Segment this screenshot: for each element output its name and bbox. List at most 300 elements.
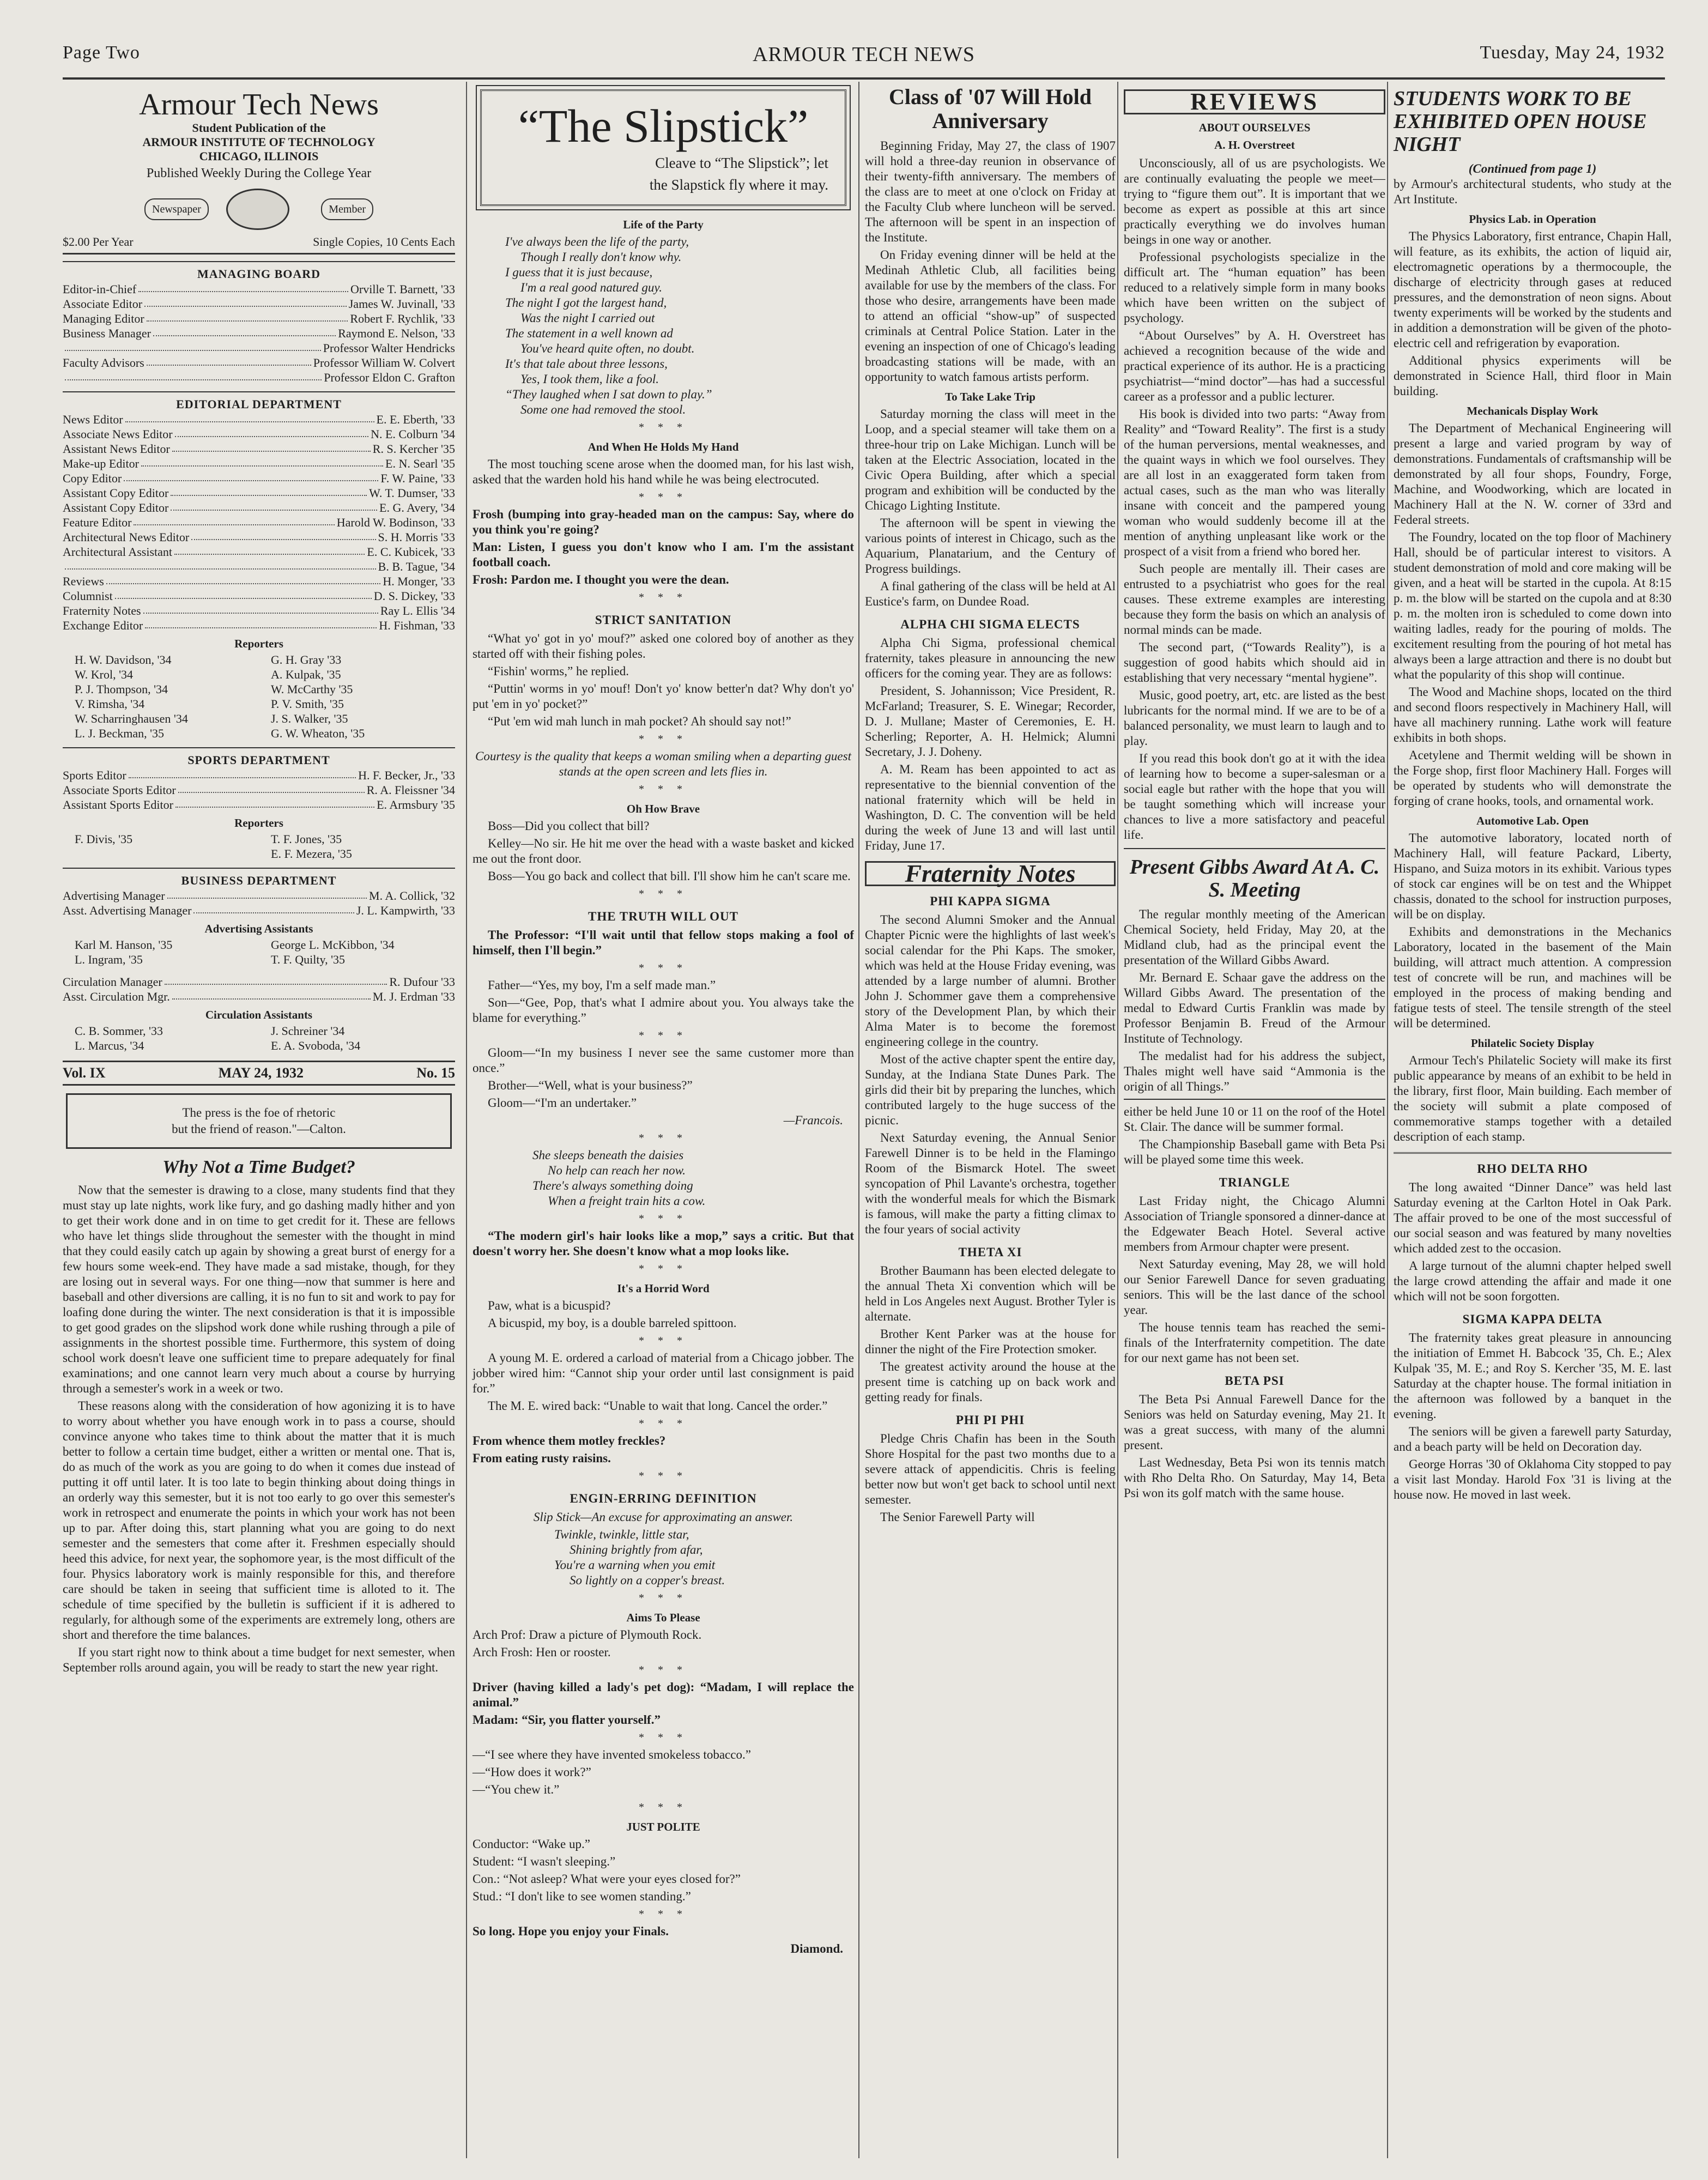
verse-line: Twinkle, twinkle, little star, <box>554 1528 689 1541</box>
leader-dots <box>65 370 322 380</box>
editorial-dept-list <box>63 412 455 633</box>
masthead-sub1: Student Publication of the <box>192 121 326 135</box>
staff-name: G. H. Gray '33 <box>271 653 342 667</box>
staff-role: Assistant Copy Editor <box>63 501 169 514</box>
joke-title: Oh How Brave <box>626 802 700 815</box>
staff-role: Assistant News Editor <box>63 442 170 456</box>
separator: * * * <box>639 962 688 974</box>
seal-emblem-icon <box>226 189 289 230</box>
article-headline: Present Gibbs Award At A. C. S. Meeting <box>1124 848 1385 901</box>
leader-dots <box>193 903 354 913</box>
joke-text: From eating rusty raisins. <box>473 1451 611 1465</box>
editorial-paragraph: Now that the semester is drawing to a close, many students find that they must stay up late nights, work like fury, and go dashing madly hither and yon to get their work done and in on time to get credit for it. These are fellows who have let things slide throughout the semester with the thought in mind that they could easily catch up again by showing a great burst of energy for a few hours some week-end. They have made a sad mistake, though, for they are losing out in several ways. For one thing—now that summer is here and baseball and other diversions are calling, it is no fun to sit and work to pay for loafing done during the winter. The next consideration is that it is impossible to get good grades on the slipshod work done while rushing through a pile of assignments in the shortest possible time. Furthermore, this system of doing school work doesn't leave one sufficient time to prepare adequately for final examinations; and one cannot learn very much about a course by hurrying through a semester's work in a week or two. <box>63 1183 455 1395</box>
staff-row <box>63 974 455 989</box>
sports-reporters-list <box>63 832 455 861</box>
slipstick-banner <box>480 89 846 206</box>
joke-text: “Puttin' worms in yo' mouf! Don't yo' know better'n dat? Why don't yo' put 'em in yo' pocket?” <box>473 682 854 711</box>
article-paragraph: The long awaited “Dinner Dance” was held last Saturday evening at the Carlton Hotel in Oak Park. The affair proved to be one of the most successful of our social season and was featured by many novelties which added zest to the occasion. <box>1394 1180 1671 1255</box>
joke-title: It's a Horrid Word <box>617 1282 710 1295</box>
staff-name: N. E. Colburn '34 <box>371 427 455 441</box>
column-class-and-fraternity <box>858 82 1116 2158</box>
name-pair <box>63 1038 455 1053</box>
staff-name: W. Scharringhausen '34 <box>75 712 188 725</box>
article-subhead: Philatelic Society Display <box>1470 1037 1595 1050</box>
separator: * * * <box>639 1908 688 1920</box>
staff-name: R. S. Kercher '35 <box>372 442 455 456</box>
masthead-quote <box>66 1093 452 1149</box>
article-paragraph: The Senior Farewell Party will <box>880 1510 1035 1524</box>
leader-dots <box>171 500 377 511</box>
staff-name: Raymond E. Nelson, '33 <box>338 326 455 340</box>
staff-name: T. F. Jones, '35 <box>271 832 342 846</box>
staff-name: T. F. Quilty, '35 <box>271 953 346 966</box>
joke-text: Boss—You go back and collect that bill. I'll show him he can't scare me. <box>488 869 851 883</box>
leader-dots <box>167 888 367 899</box>
editorial-title: Why Not a Time Budget? <box>162 1157 355 1177</box>
staff-name: E. C. Kubicek, '33 <box>367 545 455 559</box>
staff-row <box>63 515 455 530</box>
article-subhead: Mechanicals Display Work <box>1467 404 1598 417</box>
joke-text: Gloom—“In my business I never see the same customer more than once.” <box>473 1046 854 1075</box>
staff-name: A. Kulpak, '35 <box>271 668 341 681</box>
article-paragraph: Next Saturday evening, May 28, we will hold our Senior Farewell Dance for seven graduating seniors. This will be the last dance of the school year. <box>1124 1257 1385 1317</box>
staff-name: James W. Juvinall, '33 <box>348 297 455 311</box>
verse-line: You've heard quite often, no doubt. <box>520 342 695 355</box>
issue-date: Tuesday, May 24, 1932 <box>1480 43 1665 63</box>
verse-line: There's always something doing <box>532 1179 693 1192</box>
staff-row <box>63 544 455 559</box>
article-paragraph: either be held June 10 or 11 on the roof of the Hotel St. Clair. The dance will be summer formal. <box>1124 1105 1385 1134</box>
separator: * * * <box>639 491 688 503</box>
managing-board-list <box>63 282 455 385</box>
staff-row <box>63 989 455 1004</box>
price-line <box>63 234 455 255</box>
name-pair <box>63 667 455 682</box>
leader-dots <box>147 355 311 366</box>
article-paragraph: Brother Kent Parker was at the house for dinner the night of the Fire Protection smoker. <box>865 1327 1116 1356</box>
joke-text: A young M. E. ordered a carload of material from a Chicago jobber. The jobber wired him: “Cannot ship your order until last consignment is paid for.” <box>473 1351 854 1395</box>
article-paragraph: The fraternity takes great pleasure in announcing the initiation of Emmet H. Babcock '35, Ch. E.; Alex Kulpak '35, M. E.; and Roy S. Kercher '35, M. E. last Saturday at the chapter house. The formal initiation in the afternoon was followed by a banquet in the evening. <box>1394 1331 1671 1421</box>
verse-line: I'm a real good natured guy. <box>520 281 663 294</box>
name-pair <box>63 697 455 711</box>
staff-row <box>63 282 455 296</box>
life-of-party-verse <box>473 234 854 417</box>
article-paragraph: The second Alumni Smoker and the Annual Chapter Picnic were the highlights of last week's social calendar for the Phi Kaps. The smoker, which was held at the House Friday evening, was attended by a large number of alumni. Brother John J. Schommer gave them a comprehensive story of the Development Plan, by which their Alma Mater is to become the foremost engineering college in the country. <box>865 913 1116 1049</box>
joke-text: “Fishin' worms,” he replied. <box>488 664 629 678</box>
staff-row <box>63 486 455 500</box>
staff-name: D. S. Dickey, '33 <box>373 589 455 603</box>
staff-name: W. McCarthy '35 <box>271 682 353 696</box>
article-paragraph: Pledge Chris Chafin has been in the South Shore Hospital for the past two months due to a severe attack of appendicitis. Chris is feeling better now but won't get back to school until next semester. <box>865 1432 1116 1506</box>
leader-dots <box>144 296 347 307</box>
article-paragraph: “About Ourselves” by A. H. Overstreet has achieved a recognition because of the wide and practical experience of its author. He is a practicing psychiatrist—“mind doctor”—has had a successful career as a professor and a public lecturer. <box>1124 329 1385 403</box>
separator: * * * <box>639 1801 688 1813</box>
separator: * * * <box>639 1731 688 1743</box>
joke-text: Man: Listen, I guess you don't know who I am. I'm the assistant football coach. <box>473 540 854 569</box>
circulation-assistants-title: Circulation Assistants <box>205 1008 313 1021</box>
staff-row <box>63 355 455 370</box>
column-slipstick <box>466 82 854 2158</box>
staff-name: C. B. Sommer, '33 <box>75 1024 163 1038</box>
issue-number: No. 15 <box>416 1065 455 1081</box>
staff-role: Feature Editor <box>63 516 132 529</box>
volume-bar <box>63 1061 455 1086</box>
name-pair <box>63 832 455 846</box>
joke-text: Arch Frosh: Hen or rooster. <box>473 1645 611 1659</box>
separator: * * * <box>639 733 688 745</box>
masthead-published: Published Weekly During the College Year <box>146 166 372 180</box>
continued-note: (Continued from page 1) <box>1468 162 1597 175</box>
article-paragraph: George Horras '30 of Oklahoma City stopped to pay a visit last Monday. Harold Fox '31 is living at the house now. He moved in last week. <box>1394 1457 1671 1501</box>
advertising-assistants-title: Advertising Assistants <box>204 922 313 935</box>
masthead-title: Armour Tech News <box>139 88 379 122</box>
verse-line: Shining brightly from afar, <box>570 1543 703 1557</box>
article-paragraph: Professional psychologists specialize in the difficult art. The “human equation” has been reduced to a relatively simple form in many books which have been written on the subject of psychology. <box>1124 250 1385 325</box>
name-pair <box>63 652 455 667</box>
joke-text: The Professor: “I'll wait until that fellow stops making a fool of himself, then I'll begin.” <box>473 928 854 957</box>
leader-dots <box>106 574 381 584</box>
joke-title: STRICT SANITATION <box>595 613 732 627</box>
staff-role: Architectural News Editor <box>63 530 190 544</box>
staff-row <box>63 427 455 441</box>
joke-text: Frosh: Pardon me. I thought you were the dean. <box>473 573 729 586</box>
leader-dots <box>115 589 372 599</box>
staff-name: George L. McKibbon, '34 <box>271 938 395 952</box>
separator: * * * <box>639 1030 688 1041</box>
separator: * * * <box>639 421 688 433</box>
article-paragraph: The Department of Mechanical Engineering will present a large and varied program by way of demonstrations. Fundamentals of craftsmanship will be demonstrated by all four shops, Foundry, Forge, Machine, and Woodworking, which are located in Machinery Hall at the N. W. corner of 33rd and Federal streets. <box>1394 421 1671 526</box>
leader-dots <box>171 486 367 496</box>
article-subhead: To Take Lake Trip <box>945 390 1035 403</box>
verse-line: The night I got the largest hand, <box>505 296 667 310</box>
business-dept-list <box>63 888 455 918</box>
name-pair <box>63 711 455 726</box>
leader-dots <box>124 471 378 481</box>
staff-name: E. E. Eberth, '33 <box>376 413 455 426</box>
staff-role: Asst. Advertising Manager <box>63 904 192 917</box>
staff-role: News Editor <box>63 413 123 426</box>
article-paragraph: The automotive laboratory, located north of Machinery Hall, will feature Packard, Liberty, Hispano, and Suiza motors in its exhibit. Various types of stock car engines will be on test and the Whippet chassis, donated to the school for instruction purposes, will be on display. <box>1394 831 1671 921</box>
staff-name: E. G. Avery, '34 <box>379 501 455 514</box>
article-paragraph: Last Friday night, the Chicago Alumni Association of Triangle sponsored a dinner-dance at the Edgewater Beach Hotel. Several active members from Armour chapter were present. <box>1124 1194 1385 1254</box>
staff-name: P. V. Smith, '35 <box>271 697 344 711</box>
staff-name: J. Schreiner '34 <box>271 1024 345 1038</box>
joke-text: Slip Stick—An excuse for approximating an answer. <box>533 1510 794 1524</box>
staff-name: E. F. Mezera, '35 <box>271 847 352 861</box>
staff-role: Assistant Copy Editor <box>63 486 169 500</box>
staff-row <box>63 296 455 311</box>
article-paragraph: The Beta Psi Annual Farewell Dance for the Seniors was held on Saturday evening, May 21. It was a great success, with many of the alumni present. <box>1124 1392 1385 1452</box>
staff-row <box>63 471 455 486</box>
joke-text: “Put 'em wid mah lunch in mah pocket? Ah should say not!” <box>488 714 791 728</box>
article-paragraph: The afternoon will be spent in viewing the various points of interest in Chicago, such as the Aquarium, Planatarium, and the Century of Progress buildings. <box>865 516 1116 576</box>
article-subhead: Automotive Lab. Open <box>1476 814 1589 827</box>
staff-name: H. F. Becker, Jr., '33 <box>358 768 455 782</box>
fraternity-notes-banner: Fraternity Notes <box>865 861 1116 886</box>
article-paragraph: A large turnout of the alumni chapter helped swell the large crowd attending the affair and made it one which will not be soon forgotten. <box>1394 1259 1671 1303</box>
staff-row <box>63 768 455 783</box>
joke-text: —“I see where they have invented smokeless tobacco.” <box>473 1748 751 1761</box>
quote-line-1: The press is the foe of rhetoric <box>182 1106 336 1119</box>
leader-dots <box>172 441 371 452</box>
name-pair <box>63 937 455 952</box>
staff-name: J. S. Walker, '35 <box>271 712 348 725</box>
fraternity-headline: THETA XI <box>958 1245 1022 1259</box>
joke-text: From whence them motley freckles? <box>473 1434 666 1448</box>
joke-text: Paw, what is a bicuspid? <box>488 1299 611 1312</box>
review-author: A. H. Overstreet <box>1214 138 1295 152</box>
article-paragraph: A final gathering of the class will be held at Al Eustice's farm, on Dundee Road. <box>865 579 1116 608</box>
verse-line: I've always been the life of the party, <box>505 235 689 249</box>
staff-row <box>63 603 455 618</box>
staff-row <box>63 441 455 456</box>
staff-name: M. A. Collick, '32 <box>369 889 455 903</box>
price-single: Single Copies, 10 Cents Each <box>313 235 455 249</box>
leader-dots <box>145 618 377 628</box>
staff-name: F. Divis, '35 <box>75 832 133 846</box>
verse-line: You're a warning when you emit <box>554 1558 716 1572</box>
daisies-verse <box>473 1148 854 1209</box>
article-paragraph: Additional physics experiments will be demonstrated in Science Hall, third floor in Main building. <box>1394 354 1671 398</box>
leader-dots <box>141 456 383 467</box>
seal-right-label: Member <box>321 198 373 220</box>
joke-text: “What yo' got in yo' mouf?” asked one colored boy of another as they started off with their fishing poles. <box>473 632 854 661</box>
staff-name <box>63 846 259 861</box>
article-headline: ALPHA CHI SIGMA ELECTS <box>900 617 1080 631</box>
article-paragraph: The seniors will be given a farewell party Saturday, and a beach party will be held on Decoration day. <box>1394 1425 1671 1454</box>
article-paragraph: Beginning Friday, May 27, the class of 1907 will hold a three-day reunion in observance of their twenty-fifth anniversary. The members of the class are to meet at one o'clock on Friday at the Faculty Club where luncheon will be served. The afternoon will be spent in an inspection of the Institute. <box>865 139 1116 244</box>
staff-name: E. A. Svoboda, '34 <box>271 1039 361 1052</box>
leader-dots <box>175 427 368 437</box>
staff-name: V. Rimsha, '34 <box>75 697 145 711</box>
staff-role: Associate Sports Editor <box>63 783 176 797</box>
business-dept-title: BUSINESS DEPARTMENT <box>63 868 455 888</box>
staff-row <box>63 888 455 903</box>
article-paragraph: Alpha Chi Sigma, professional chemical fraternity, takes pleasure in announcing the new officers for the coming year. They are as follows: <box>865 636 1116 680</box>
leader-dots <box>125 412 374 422</box>
staff-name: B. B. Tague, '34 <box>378 560 455 573</box>
staff-role: Reviews <box>63 574 104 588</box>
joke-text: Frosh (bumping into gray-headed man on the campus: Say, where do you think you're going? <box>473 507 854 536</box>
article-paragraph: The regular monthly meeting of the American Chemical Society, held Friday, May 20, at the Midland club, had as the principal event the presentation of the Willard Gibbs Award. <box>1124 907 1385 967</box>
staff-role: Sports Editor <box>63 768 126 782</box>
staff-name: F. W. Paine, '33 <box>380 471 455 485</box>
staff-name: E. N. Searl '35 <box>385 457 455 470</box>
article-paragraph: The Championship Baseball game with Beta Psi will be played some time this week. <box>1124 1137 1385 1166</box>
leader-dots <box>147 311 348 322</box>
article-paragraph: The medalist had for his address the subject, Thales might well have said “Ammonia is the origin of all Things.” <box>1124 1049 1385 1093</box>
staff-name: Professor Eldon C. Grafton <box>324 371 455 384</box>
joke-text: Arch Prof: Draw a picture of Plymouth Rock. <box>473 1628 702 1642</box>
staff-role: Editor-in-Chief <box>63 282 137 296</box>
twinkle-verse <box>473 1527 854 1588</box>
verse-line: The statement in a well known ad <box>505 326 673 340</box>
name-pair <box>63 952 455 967</box>
joke-text: Con.: “Not asleep? What were your eyes closed for?” <box>473 1872 741 1886</box>
volume-number: Vol. IX <box>63 1065 106 1081</box>
separator: * * * <box>639 1470 688 1482</box>
volume-date: MAY 24, 1932 <box>218 1065 304 1081</box>
staff-role: Associate Editor <box>63 297 143 311</box>
staff-name: Orville T. Barnett, '33 <box>350 282 455 296</box>
staff-name: Ray L. Ellis '34 <box>380 604 455 617</box>
sports-reporters-title: Reporters <box>234 816 283 829</box>
review-title: ABOUT OURSELVES <box>1198 121 1311 134</box>
verse-line: Yes, I took them, like a fool. <box>520 372 659 386</box>
joke-title: And When He Holds My Hand <box>587 440 739 453</box>
joke-text: Madam: “Sir, you flatter yourself.” <box>473 1713 661 1727</box>
staff-name: G. W. Wheaton, '35 <box>271 726 365 740</box>
article-paragraph: On Friday evening dinner will be held at the Medinah Athletic Club, all facilities being available for use by the members of the class. For those who desire, arrangements have been made to attend an official “show-up” of suspected criminals at Central Police Station. Later in the evening an inspection of one of Chicago's leading broadcasting stations will be made, with an opportunity to watch famous artists perform. <box>865 248 1116 384</box>
joke-signature: —Francois. <box>783 1113 843 1127</box>
staff-row <box>63 456 455 471</box>
joke-text: —“How does it work?” <box>473 1765 591 1779</box>
staff-row <box>63 618 455 633</box>
joke-title: Aims To Please <box>626 1611 700 1624</box>
managing-board-title: MANAGING BOARD <box>63 261 455 282</box>
joke-text: Courtesy is the quality that keeps a woman smiling when a departing guest stands at the open screen and lets flies in. <box>475 749 851 778</box>
separator: * * * <box>639 1418 688 1430</box>
staff-name: L. J. Beckman, '35 <box>75 726 165 740</box>
leader-dots <box>174 544 365 555</box>
staff-name: L. Ingram, '35 <box>75 953 143 966</box>
article-paragraph: Armour Tech's Philatelic Society will make its first public appearance by means of an exhibit to be held in the library, first floor, Main building. Each member of the society will submit a plate composed of commemorative stamps together with a detailed description of each stamp. <box>1394 1053 1671 1143</box>
verse-line: When a freight train hits a cow. <box>548 1194 706 1208</box>
article-paragraph: Unconsciously, all of us are psychologists. We are continually evaluating the people we meet—trying to “figure them out”. It is important that we become as expert as possible at this art since practically everything we do involves human beings in one way or another. <box>1124 156 1385 246</box>
advertising-assistants-list <box>63 937 455 967</box>
staff-role: Copy Editor <box>63 471 122 485</box>
staff-name: J. L. Kampwirth, '33 <box>356 904 455 917</box>
staff-role: Advertising Manager <box>63 889 165 903</box>
leader-dots <box>153 326 336 336</box>
verse-line: It's that tale about three lessons, <box>505 357 668 371</box>
staff-role: Architectural Assistant <box>63 545 173 559</box>
article-subhead: Physics Lab. in Operation <box>1469 213 1596 226</box>
staff-role: Faculty Advisors <box>63 356 144 370</box>
article-paragraph: If you read this book don't go at it with the idea of learning how to become a super-salesman or a social eagle but rather with the hope that you will be taught something which will increase your chances to live a more satisfactory and peaceful life. <box>1124 752 1385 841</box>
leader-dots <box>191 530 375 540</box>
joke-text: Driver (having killed a lady's pet dog): “Madam, I will replace the animal.” <box>473 1680 854 1709</box>
staff-row <box>63 326 455 341</box>
verse-line: So lightly on a copper's breast. <box>570 1573 725 1587</box>
separator: * * * <box>639 1592 688 1604</box>
separator: * * * <box>639 1335 688 1347</box>
sports-dept-title: SPORTS DEPARTMENT <box>63 747 455 768</box>
staff-name: Karl M. Hanson, '35 <box>75 938 173 952</box>
sports-dept-list <box>63 768 455 812</box>
leader-dots <box>172 989 371 1000</box>
article-paragraph: Music, good poetry, art, etc. are listed as the best lubricants for the normal mind. If we are to be of a balanced personality, we must learn to laugh and to play. <box>1124 688 1385 748</box>
separator: * * * <box>639 888 688 900</box>
staff-role: Business Manager <box>63 326 151 340</box>
price-year: $2.00 Per Year <box>63 235 134 249</box>
article-headline: STUDENTS WORK TO BE EXHIBITED OPEN HOUSE NIGHT <box>1394 87 1647 156</box>
verse-line: Some one had removed the stool. <box>520 403 686 416</box>
joke-text: “The modern girl's hair looks like a mop,” says a critic. But that doesn't worry her. She doesn't know what a mop looks like. <box>473 1229 854 1258</box>
joke-title: THE TRUTH WILL OUT <box>588 910 738 923</box>
circulation-assistants-list <box>63 1024 455 1053</box>
joke-text: Son—“Gee, Pop, that's what I admire about you. You always take the blame for everything.” <box>473 996 854 1025</box>
article-paragraph: Last Wednesday, Beta Psi won its tennis match with Rho Delta Rho. On Saturday, May 14, Beta Psi won its golf match with the same house. <box>1124 1456 1385 1500</box>
reporters-list <box>63 652 455 741</box>
name-pair <box>63 682 455 697</box>
staff-role: Managing Editor <box>63 312 144 325</box>
verse-line: Was the night I carried out <box>520 311 655 325</box>
leader-dots <box>178 783 365 793</box>
article-paragraph: Saturday morning the class will meet in the Loop, and a special steamer will take them on a three-hour trip on Lake Michigan. Lunch will be taken at the Electric Association, located in the Civic Opera Building, after which a special program and exhibition will be conducted by the Chicago Lighting Institute. <box>865 407 1116 512</box>
verse-line: “They laughed when I sat down to play.” <box>505 387 712 401</box>
article-paragraph: A. M. Ream has been appointed to act as representative to the biennial convention of the national fraternity which will be held in Washington, D. C. The convention will be held during the week of June 13 and will last until Friday, June 17. <box>865 762 1116 852</box>
article-paragraph: by Armour's architectural students, who study at the Art Institute. <box>1394 177 1671 206</box>
article-paragraph: Acetylene and Thermit welding will be shown in the Forge shop, first floor Machinery Hall. Forges will be operated by students who will demonstrate the forging of crane hooks, tools, and ornamental work. <box>1394 748 1671 808</box>
seal-left-label: Newspaper <box>144 198 209 220</box>
article-paragraph: Most of the active chapter spent the entire day, Sunday, at the Indiana State Dunes Park. The girls did their bit by preparing the lunches, which contributed largely to the huge success of the picnic. <box>865 1052 1116 1127</box>
joke-text: The M. E. wired back: “Unable to wait that long. Cancel the order.” <box>488 1399 828 1413</box>
column-reviews <box>1117 82 1385 2158</box>
staff-row <box>63 559 455 574</box>
staff-row <box>63 341 455 355</box>
fraternity-headline: SIGMA KAPPA DELTA <box>1462 1312 1603 1326</box>
article-paragraph: The Foundry, located on the top floor of Machinery Hall, should be of particular interest to visitors. A student demonstration of mold and core making will be given, and a heat will be started in the cupola. At 8:15 p. m. the blow will be started on the cupola and at 8:30 p. m. the molten iron is scheduled to come down into waiting ladles, ready for the pouring of molds. The excitement resulting from the pouring of hot metal has always been a large attraction and there is no doubt but what the popularity of this shop will continue. <box>1394 530 1671 681</box>
fraternity-headline: RHO DELTA RHO <box>1477 1162 1588 1176</box>
article-paragraph: Exhibits and demonstrations in the Mechanics Laboratory, located in the basement of the Main building, will attract much attention. A compression test of concrete will be run, and machines will be employed in the process of making bending and fatigue tests of steel. The tensile strength of the steel will be determined. <box>1394 925 1671 1030</box>
joke-title: JUST POLITE <box>626 1820 700 1833</box>
slipstick-title: “The Slipstick” <box>518 100 809 152</box>
article-headline: Class of '07 Will Hold Anniversary <box>889 84 1092 133</box>
staff-name: M. J. Erdman '33 <box>372 990 455 1003</box>
name-pair <box>63 726 455 741</box>
article-paragraph: President, S. Johannisson; Vice President, R. McFarland; Treasurer, S. E. Winegar; Recorder, D. J. Mullane; Master of Ceremonies, E. H. Scherling; Reporter, A. H. Helmick; Alumni Secretary, J. J. Doheny. <box>865 684 1116 759</box>
staff-name: Robert F. Rychlik, '33 <box>350 312 455 325</box>
staff-row <box>63 783 455 797</box>
fraternity-headline: TRIANGLE <box>1219 1176 1291 1189</box>
joke-text: Boss—Did you collect that bill? <box>488 819 650 833</box>
joke-text: —“You chew it.” <box>473 1783 560 1796</box>
reporters-title: Reporters <box>234 637 283 650</box>
staff-row <box>63 370 455 385</box>
staff-row <box>63 797 455 812</box>
press-association-seal <box>144 189 373 227</box>
leader-dots <box>129 768 356 778</box>
leader-dots <box>65 341 321 351</box>
verse-line: No help can reach her now. <box>548 1164 686 1177</box>
reviews-banner: REVIEWS <box>1124 89 1385 114</box>
staff-name: H. Monger, '33 <box>383 574 455 588</box>
staff-row <box>63 500 455 515</box>
slipstick-motto-1: Cleave to “The Slipstick”; let <box>655 155 828 171</box>
staff-name: L. Marcus, '34 <box>75 1039 144 1052</box>
staff-name: R. A. Fleissner '34 <box>366 783 455 797</box>
staff-role: Associate News Editor <box>63 427 173 441</box>
staff-name: W. Krol, '34 <box>75 668 134 681</box>
staff-role: Fraternity Notes <box>63 604 141 617</box>
article-paragraph: His book is divided into two parts: “Away from Reality” and “Toward Reality”. The first is a study of the human perversions, mental weaknesses, and the quaint ways in which we fool ourselves. They are all lost in an exaggerated form taken from actual cases, such as the man who was literally insane with conceit and the pampered young woman who would suddenly become ill at the mention of anything unpleasant like work or the prospect of a visit from a friend who bored her. <box>1124 407 1385 558</box>
joke-text: Gloom—“I'm an undertaker.” <box>488 1096 637 1110</box>
verse-line: I guess that it is just because, <box>505 265 653 279</box>
joke-text: Brother—“Well, what is your business?” <box>488 1079 693 1092</box>
article-paragraph: Mr. Bernard E. Schaar gave the address on the Willard Gibbs Award. The presentation of the medal to Edward Curtis Franklin was made by Professor Benjamin B. Freud of the Armour Institute of Technology. <box>1124 971 1385 1045</box>
joke-text: The most touching scene arose when the doomed man, for his last wish, asked that the warden hold his hand while he was being electrocuted. <box>473 457 854 486</box>
staff-name: Professor William W. Colvert <box>313 356 455 370</box>
leader-dots <box>175 797 374 808</box>
article-paragraph: Brother Baumann has been elected delegate to the annual Theta Xi convention which will be held in Los Angeles next August. Brother Tyler is alternate. <box>865 1264 1116 1323</box>
name-pair <box>63 1024 455 1038</box>
article-paragraph: The second part, (“Towards Reality”), is a suggestion of good habits which should aid in establishing that very necessary “mental hygiene”. <box>1124 640 1385 685</box>
leader-dots <box>138 282 348 292</box>
staff-row <box>63 903 455 918</box>
name-pair <box>63 846 455 861</box>
fraternity-headline: PHI KAPPA SIGMA <box>930 894 1051 908</box>
